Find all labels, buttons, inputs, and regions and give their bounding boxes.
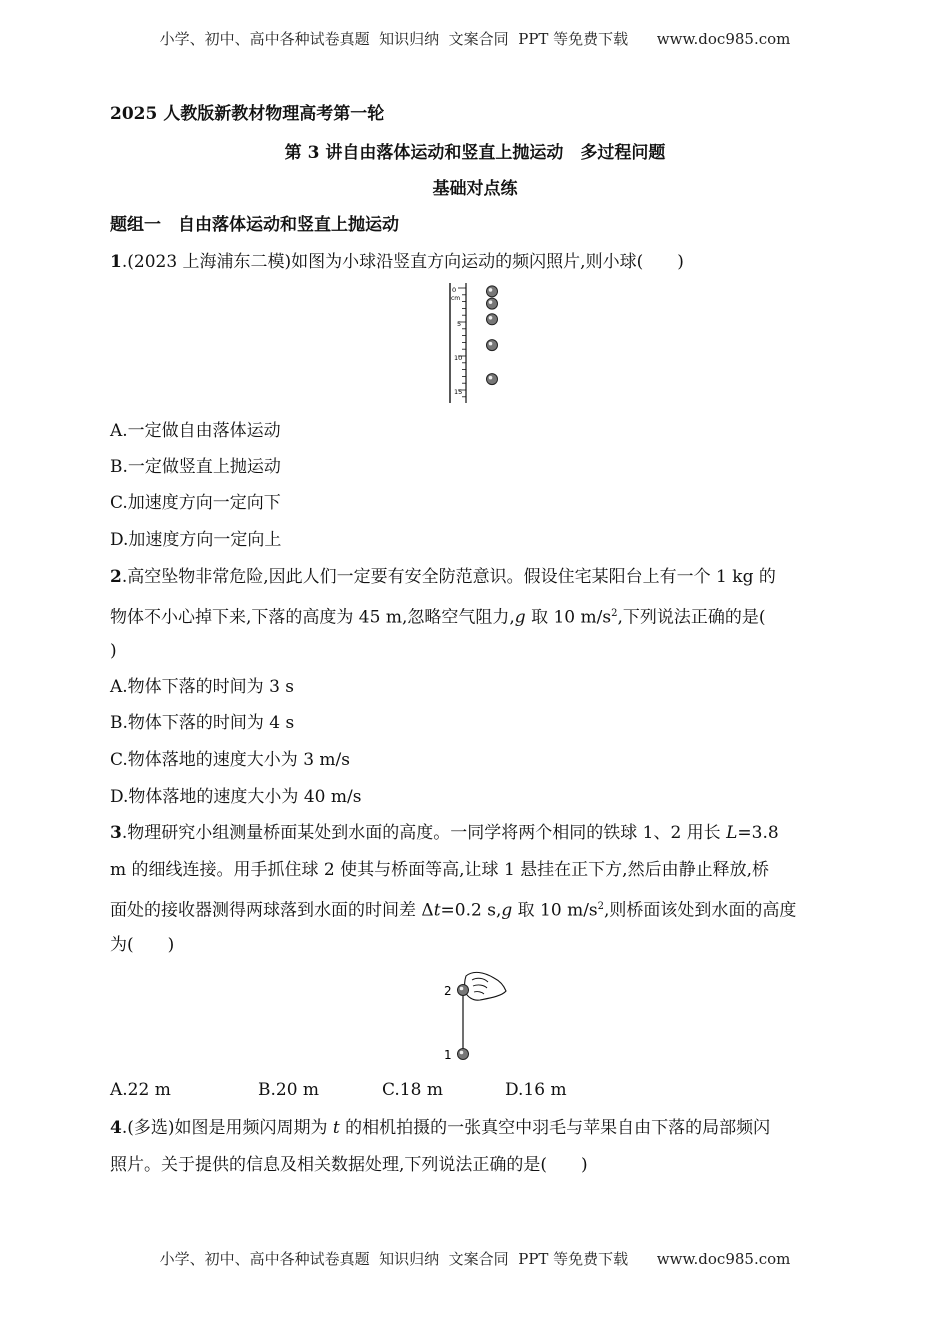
ball-2: [458, 985, 469, 996]
q3-option-a: A.22 m: [110, 1080, 171, 1100]
q3-symbol-t: t: [433, 900, 441, 921]
q3-line-3: [110, 896, 796, 922]
q2-line-1: [110, 566, 776, 588]
q1-stem-text: .(2023 上海浦东二模)如图为小球沿竖直方向运动的频闪照片,则小球( ): [121, 252, 684, 272]
q3-option-d: D.16 m: [505, 1080, 567, 1100]
section-title: 基础对点练: [432, 179, 518, 199]
strobe-balls: [487, 286, 498, 385]
q2-line-2a: 物体不小心掉下来,下落的高度为 45 m,忽略空气阻力,: [110, 607, 515, 628]
strobe-ball-highlight: [489, 300, 493, 304]
q1-option-b: B.一定做竖直上抛运动: [110, 457, 281, 477]
q2-symbol-g: g: [514, 607, 526, 628]
q3-line-1b: =3.8: [737, 823, 779, 843]
q2-line-2c: ,下列说法正确的是(: [617, 607, 766, 628]
q4-line-1: [110, 1117, 770, 1139]
q2-option-b: B.物体下落的时间为 4 s: [110, 713, 295, 733]
q3-line-4: 为( ): [110, 935, 175, 955]
q3-line-2: m 的细线连接。用手抓住球 2 使其与桥面等高,让球 1 悬挂在正下方,然后由静止释放,桥: [110, 860, 769, 880]
strobe-ball-highlight: [489, 376, 493, 380]
q2-line-1-text: .高空坠物非常危险,因此人们一定要有安全防范意识。假设住宅某阳台上有一个 1 kg 的: [121, 567, 776, 587]
q4-symbol-t: t: [332, 1118, 340, 1138]
q1-stem: [110, 251, 684, 273]
tick-label-5: 5: [457, 320, 462, 328]
q3-line-1a: .物理研究小组测量桥面某处到水面的高度。一同学将两个相同的铁球 1、2 用长: [121, 823, 727, 843]
q1-option-a: A.一定做自由落体运动: [110, 421, 281, 441]
q1-number: 1: [110, 252, 122, 272]
strobe-ball: [487, 340, 498, 351]
tick-label-15: 15: [454, 388, 463, 396]
q3-line-1: [110, 822, 779, 844]
ball-2-highlight: [460, 987, 464, 991]
strobe-ball: [487, 314, 498, 325]
q3-option-c: C.18 m: [382, 1080, 443, 1100]
q2-line-3: ): [110, 641, 117, 661]
strobe-ball: [487, 374, 498, 385]
q2-line-2b: 取 10 m/s: [525, 607, 612, 628]
q3-number: 3: [110, 823, 122, 843]
q3-exponent: 2: [597, 901, 605, 912]
q3-hand-balls-figure: [440, 966, 512, 1066]
ball-2-label: 2: [444, 984, 452, 998]
ball-1-highlight: [460, 1051, 464, 1055]
strobe-ball-highlight: [489, 342, 493, 346]
q3-line-3a: 面处的接收器测得两球落到水面的时间差 Δ: [110, 900, 434, 921]
q4-line-1a: .(多选)如图是用频闪周期为: [121, 1118, 333, 1138]
strobe-ball: [487, 298, 498, 309]
q3-symbol-L: L: [726, 823, 738, 843]
q3-line-3d: ,则桥面该处到水面的高度: [604, 900, 797, 921]
group-title: 题组一 自由落体运动和竖直上抛运动: [110, 215, 399, 235]
tick-label-0: 0: [452, 286, 457, 294]
q1-option-c: C.加速度方向一定向下: [110, 493, 281, 513]
q2-number: 2: [110, 567, 122, 587]
ruler-ticks: [458, 288, 466, 397]
q2-line-2: [110, 603, 766, 629]
q1-option-d: D.加速度方向一定向上: [110, 530, 282, 550]
ball-1-label: 1: [444, 1048, 452, 1062]
doc-title: 第 3 讲自由落体运动和竖直上抛运动 多过程问题: [284, 143, 666, 163]
strobe-ball-highlight: [489, 316, 493, 320]
doc-subtitle: 2025 人教版新教材物理高考第一轮: [110, 104, 385, 124]
q1-strobe-figure: [448, 283, 504, 405]
q4-line-1b: 的相机拍摄的一张真空中羽毛与苹果自由下落的局部频闪: [339, 1118, 771, 1138]
ball-1: [458, 1049, 469, 1060]
tick-label-10: 10: [454, 354, 463, 362]
ruler-unit-label: cm: [451, 295, 461, 302]
q2-option-c: C.物体落地的速度大小为 3 m/s: [110, 750, 351, 770]
page-header: 小学、初中、高中各种试卷真题 知识归纳 文案合同 PPT 等免费下载 www.doc985.com: [159, 30, 791, 48]
q2-option-d: D.物体落地的速度大小为 40 m/s: [110, 787, 362, 807]
q4-number: 4: [110, 1118, 122, 1138]
q3-symbol-g: g: [501, 900, 513, 921]
q3-option-b: B.20 m: [258, 1080, 320, 1100]
strobe-ball-highlight: [489, 288, 493, 292]
q2-exponent: 2: [611, 608, 618, 619]
q4-line-2: 照片。关于提供的信息及相关数据处理,下列说法正确的是( ): [110, 1155, 588, 1175]
page-footer: 小学、初中、高中各种试卷真题 知识归纳 文案合同 PPT 等免费下载 www.doc985.com: [159, 1250, 791, 1268]
q3-line-3b: =0.2 s,: [440, 900, 502, 921]
strobe-ball: [487, 286, 498, 297]
q2-option-a: A.物体下落的时间为 3 s: [110, 677, 295, 697]
q3-line-3c: 取 10 m/s: [512, 900, 598, 921]
